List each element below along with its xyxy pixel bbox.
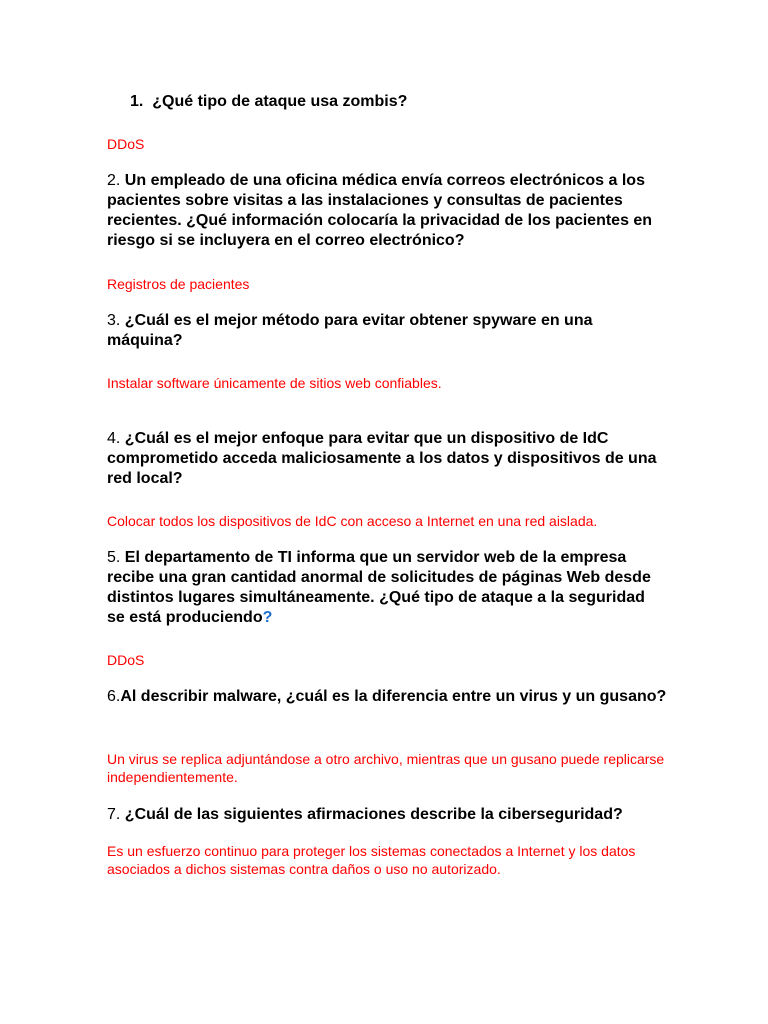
question-2-text: Un empleado de una oficina médica envía correos electrónicos a los pacientes sobre visitas a las instalaciones y consultas de pacientes recientes. ¿Qué información colocaría la privacidad de los pacientes en riesgo si se incluyera en el correo electrónico? bbox=[107, 172, 653, 249]
question-5-text: El departamento de TI informa que un servidor web de la empresa recibe una gran cantidad anormal de solicitudes de páginas Web desde distintos lugares simultáneamente. ¿Qué tipo de ataque a la seguridad se está produciendo bbox=[107, 549, 651, 626]
question-2 bbox=[107, 171, 667, 251]
question-4-number: 4. bbox=[107, 430, 121, 447]
answer-7: Es un esfuerzo continuo para proteger los sistemas conectados a Internet y los datos asociados a dichos sistemas contra daños o uso no autorizado. bbox=[107, 843, 636, 877]
question-5-end-mark: ? bbox=[262, 609, 273, 626]
answer-2: Registros de pacientes bbox=[107, 276, 250, 292]
question-4-text: ¿Cuál es el mejor enfoque para evitar que un dispositivo de IdC comprometido acceda maliciosamente a los datos y dispositivos de una red local? bbox=[107, 430, 657, 487]
question-4 bbox=[107, 429, 667, 489]
answer-3: Instalar software únicamente de sitios web confiables. bbox=[107, 375, 442, 391]
answer-5: DDoS bbox=[107, 652, 145, 668]
answer-4: Colocar todos los dispositivos de IdC con acceso a Internet en una red aislada. bbox=[107, 513, 598, 529]
question-6-number: 6. bbox=[107, 688, 121, 705]
question-1-text: ¿Qué tipo de ataque usa zombis? bbox=[152, 93, 408, 110]
question-7 bbox=[107, 805, 667, 825]
question-6-text: Al describir malware, ¿cuál es la diferencia entre un virus y un gusano? bbox=[120, 688, 667, 705]
question-5 bbox=[107, 548, 667, 628]
question-5-number: 5. bbox=[107, 549, 121, 566]
question-7-text: ¿Cuál de las siguientes afirmaciones describe la ciberseguridad? bbox=[124, 806, 623, 823]
question-6 bbox=[107, 687, 667, 707]
answer-6: Un virus se replica adjuntándose a otro archivo, mientras que un gusano puede replicarse independientemente. bbox=[107, 751, 665, 785]
question-3-text: ¿Cuál es el mejor método para evitar obtener spyware en una máquina? bbox=[107, 312, 593, 349]
answer-1: DDoS bbox=[107, 136, 145, 152]
question-3-number: 3. bbox=[107, 312, 121, 329]
question-1 bbox=[130, 92, 690, 112]
question-3 bbox=[107, 311, 667, 351]
question-1-number: 1. bbox=[130, 93, 144, 110]
question-2-number: 2. bbox=[107, 172, 121, 189]
question-7-number: 7. bbox=[107, 806, 121, 823]
